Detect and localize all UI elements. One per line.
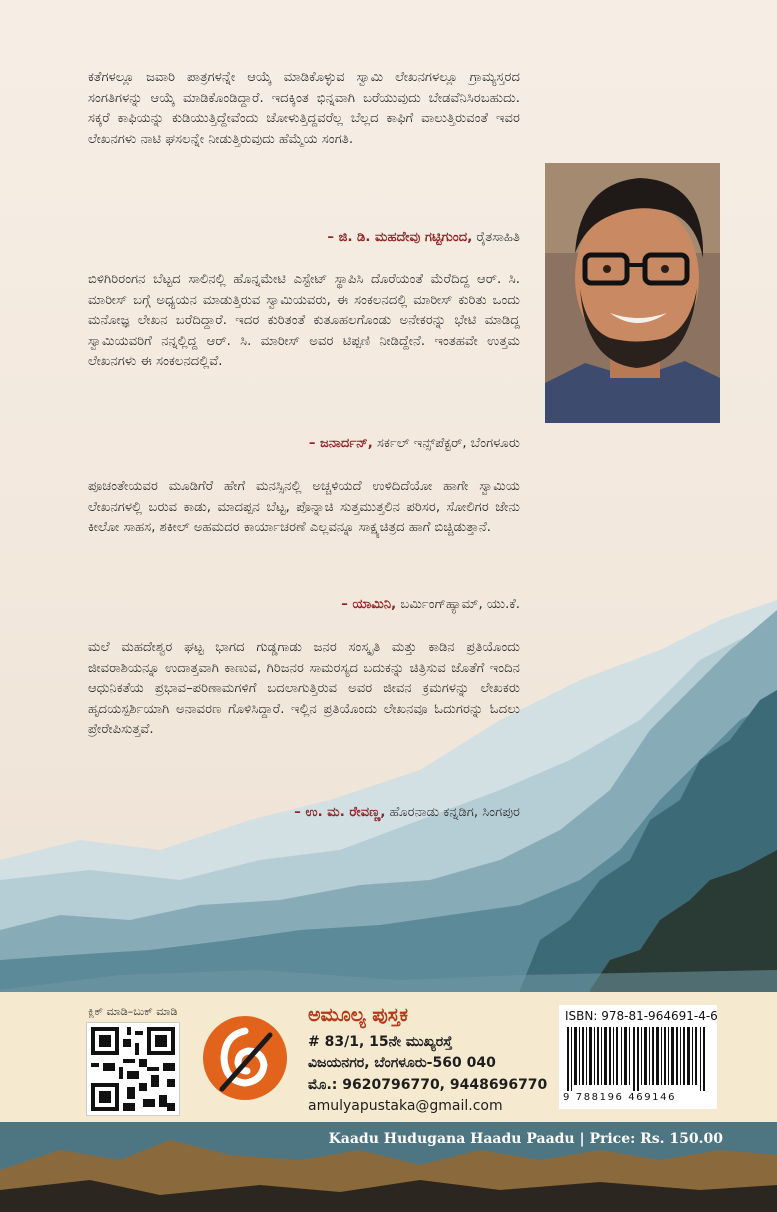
qr-code[interactable] [86,1022,180,1116]
isbn-block [559,1005,717,1109]
attribution-dash: – [341,597,353,612]
quote-1-attribution [327,228,520,248]
barcode-digits: 9 788196 469146 [563,1092,677,1103]
publisher-logo-icon [200,1013,290,1103]
quote-4-text: ಮಲೆ ಮಹದೇಶ್ವರ ಘಟ್ಟ ಭಾಗದ ಗುಡ್ಡಗಾಡು ಜನರ ಸಂಸ್ಕೃತಿ ಮತ್ತು ಕಾಡಿನ ಪ್ರತಿಯೊಂದು ಜೀವರಾಶಿಯನ್ನೂ ಉದಾತ್ತವಾಗಿ ಕಾಣುವ, ಗಿರಿಜನರ ಸಾಮರಸ್ಯದ ಬದುಕನ್ನು ಚಿತ್ರಿಸುವ ಜೊತೆಗೆ ಇಂದಿನ ಆಧುನಿಕತೆಯ ಪ್ರಭಾವ–ಪರಿಣಾಮಗಳಿಗೆ ಬದಲಾಗುತ್ತಿರುವ ಅವರ ಜೀವನ ಕ್ರಮಗಳನ್ನು ಲೇಖಕರು ಹೃದಯಸ್ಪರ್ಶಿಯಾಗಿ ಅನಾವರಣ ಗೊಳಿಸಿದ್ದಾರೆ. ಇಲ್ಲಿನ ಪ್ರತಿಯೊಂದು ಲೇಖನವೂ ಓದುಗರನ್ನು ಓದಲು ಪ್ರೇರೇಪಿಸುತ್ತವೆ. [88,640,520,737]
quote-4-attribution [294,803,520,823]
publisher-name: ಅಮೂಲ್ಯ ಪುಸ್ತಕ [308,1004,408,1026]
publisher-email[interactable]: amulyapustaka@gmail.com [308,1098,503,1114]
quote-2-affiliation: ಸರ್ಕಲ್ ಇನ್ಸ್‌ಪೆಕ್ಟರ್, ಬೆಂಗಳೂರು [372,436,520,451]
quote-1-author: ಜಿ. ಡಿ. ಮಹದೇವು ಗಟ್ಟಿಗುಂದ, [338,230,473,245]
publisher-phone: ಮೊ.: 9620796770, 9448696770 [308,1077,548,1093]
quote-2-attribution [309,434,520,454]
quote-4-affiliation: ಹೊರನಾಡು ಕನ್ನಡಿಗ, ಸಿಂಗಪುರ [385,805,520,820]
quote-3-text: ಪೂಚಂತೇಯವರ ಮೂಡಿಗೆರೆ ಹೇಗೆ ಮನಸ್ಸಿನಲ್ಲಿ ಅಚ್ಚಳಿಯದೆ ಉಳಿದಿದೆಯೋ ಹಾಗೇ ಸ್ವಾಮಿಯ ಲೇಖನಗಳಲ್ಲಿ ಬರುವ ಕಾಡು, ಮಾದಪ್ಪನ ಬೆಟ್ಟ, ಪೊನ್ನಾಚಿ ಸುತ್ತಮುತ್ತಲಿನ ಪರಿಸರ, ಸೋಲಿಗರ ಜೇನು ಕೀಲೋ ಸಾಹಸ, ಶಕೀಲ್ ಅಹಮದರ ಕಾರ್ಯಾಚರಣೆ ಎಲ್ಲವನ್ನೂ ಸಾಕ್ಷ್ಯಚಿತ್ರದ ಹಾಗೆ ಬಿಚ್ಚಿಡುತ್ತಾನೆ. [88,479,520,535]
attribution-dash: – [327,230,339,245]
qr-caption: ಕ್ಲಿಕ್ ಮಾಡಿ–ಬುಕ್ ಮಾಡಿ [88,1005,178,1018]
quote-1-affiliation: ರೈತಸಾಹಿತಿ [472,230,520,245]
author-photo [545,163,720,423]
quote-3-affiliation: ಬರ್ಮಿಂಗ್‌ಹ್ಯಾಮ್, ಯು.ಕೆ. [396,597,520,612]
author-portrait-icon [545,163,720,423]
footer-title-price: Kaadu Hudugana Haadu Paadu | Price: Rs. 150.00 [328,1131,723,1147]
quote-3-attribution [341,595,520,615]
attribution-dash: – [308,436,320,451]
publisher-address-line1: # 83/1, 15ನೇ ಮುಖ್ಯರಸ್ತೆ [308,1034,453,1050]
quote-3-author: ಯಾಮಿನಿ, [352,597,397,612]
quote-1-text: ಕತೆಗಳಲ್ಲೂ ಜವಾರಿ ಪಾತ್ರಗಳನ್ನೇ ಆಯ್ಕೆ ಮಾಡಿಕೊಳ್ಳುವ ಸ್ವಾಮಿ ಲೇಖನಗಳಲ್ಲೂ ಗ್ರಾಮ್ಯಸ್ತರದ ಸಂಗತಿಗಳನ್ನು ಆಯ್ಕೆ ಮಾಡಿಕೊಂಡಿದ್ದಾರೆ. ಇದಕ್ಕಿಂತ ಭಿನ್ನವಾಗಿ ಬರೆಯುವುದು ಬೇಡವೆನಿಸಿರಬಹುದು. ಸಕ್ಕರೆ ಕಾಫಿಯನ್ನು ಕುಡಿಯುತ್ತಿದ್ದೇವೆಂದು ಚೋಳುತ್ತಿದ್ದವರೆಲ್ಲ ಬೆಲ್ಲದ ಕಾಫಿಗೆ ವಾಲುತ್ತಿರುವಂತೆ ಇವರ ಲೇಖನಗಳು ನಾಟಿ ಘಸಲನ್ನೇ ನೀಡುತ್ತಿರುವುದು ಹೆಮ್ಮೆಯ ಸಂಗತಿ. [88,70,520,147]
attribution-dash: – [294,805,306,820]
quote-2-text: ಬಿಳಿಗಿರಿರಂಗನ ಬೆಟ್ಟದ ಸಾಲಿನಲ್ಲಿ ಹೊನ್ನಮೇಟಿ ಎಸ್ಟೇಟ್ ಸ್ಥಾಪಿಸಿ ದೊರೆಯಂತೆ ಮೆರೆದಿದ್ದ ಆರ್. ಸಿ. ಮಾರೀಸ್ ಬಗ್ಗೆ ಅಧ್ಯಯನ ಮಾಡುತ್ತಿರುವ ಸ್ವಾಮಿಯವರು, ಈ ಸಂಕಲನದಲ್ಲಿ ಮಾರೀಸ್ ಕುರಿತು ಒಂದು ಮನೋಜ್ಞ ಲೇಖನ ಬರೆದಿದ್ದಾರೆ. ಇದರ ಕುರಿತಂತೆ ಕುತೂಹಲಗೊಂಡು ಅನೇಕರನ್ನು ಭೇಟಿ ಮಾಡಿದ್ದ ಸ್ವಾಮಿಯವರಿಗೆ ನನ್ನಲ್ಲಿದ್ದ ಆರ್. ಸಿ. ಮಾರೀಸ್ ಅವರ ಟಿಪ್ಪಣಿ ನೀಡಿದ್ದೇನೆ. ಇಂತಹವೇ ಉತ್ತಮ ಲೇಖನಗಳು ಈ ಸಂಕಲನದಲ್ಲಿವೆ. [88,272,520,369]
barcode-icon [565,1027,711,1091]
publisher-address-line2: ವಿಜಯನಗರ, ಬೆಂಗಳೂರು-560 040 [308,1055,496,1071]
quote-2-author: ಜನಾರ್ದನ್, [320,436,373,451]
quote-4-author: ಉ. ಮ. ರೇವಣ್ಣ, [305,805,386,820]
qr-code-icon [87,1023,179,1115]
isbn-label: ISBN: 978-81-964691-4-6 [565,1009,718,1023]
